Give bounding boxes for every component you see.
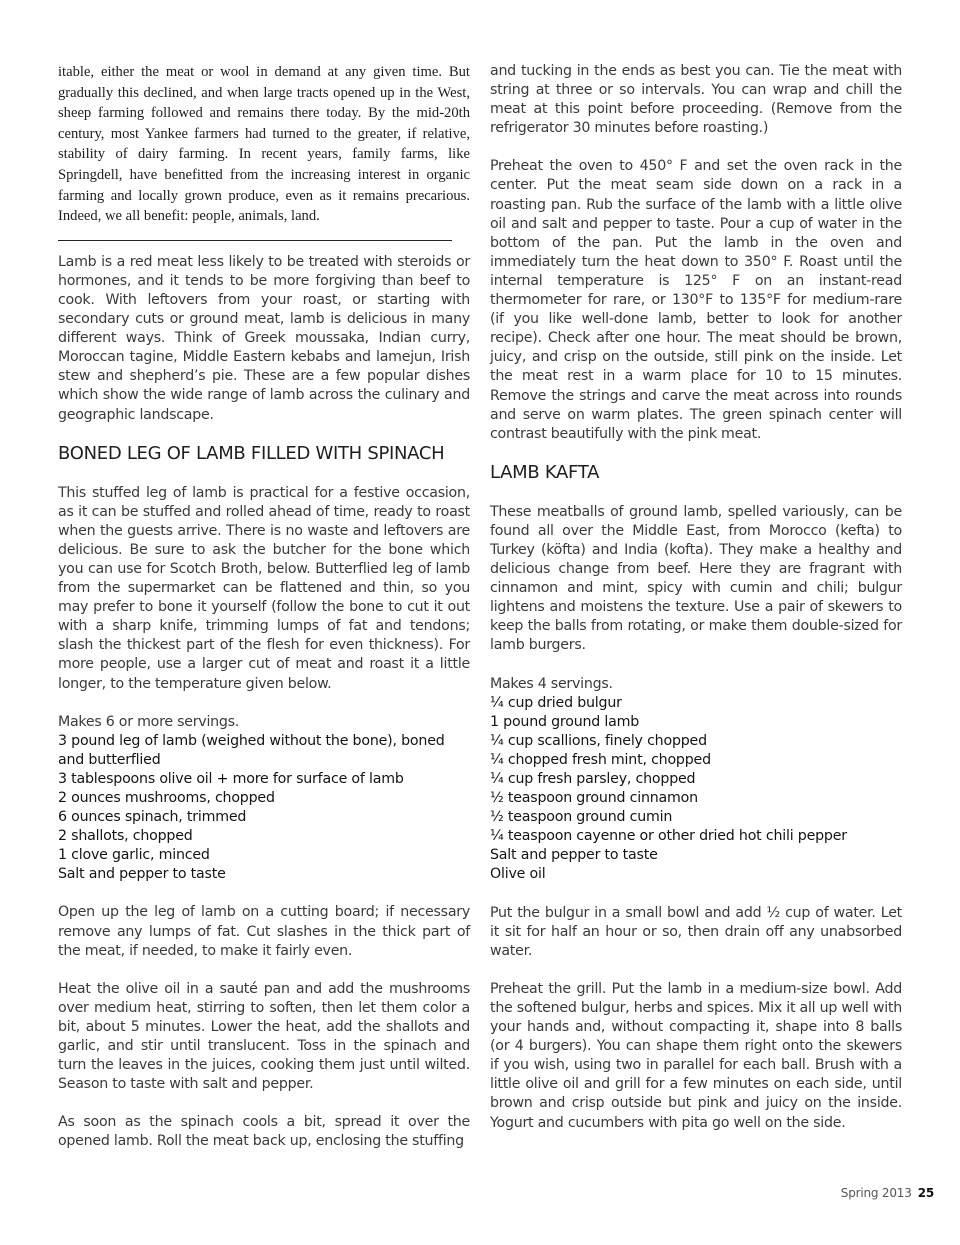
ingredient-item: Olive oil	[490, 866, 546, 883]
left-column	[58, 62, 470, 1152]
ingredient-list	[490, 694, 902, 885]
servings-note: Makes 6 or more servings.	[58, 713, 240, 730]
ingredient-item: ¼ cup fresh parsley, chopped	[490, 771, 696, 787]
issue-label: Spring 2013	[840, 1186, 912, 1200]
ingredient-item: 2 shallots, chopped	[58, 828, 193, 845]
instruction-step: As soon as the spinach cools a bit, spread it over the opened lamb. Roll the meat back up, enclosing the stuffing	[58, 1114, 470, 1150]
right-column	[490, 62, 902, 1133]
ingredient-item: ½ teaspoon ground cinnamon	[490, 790, 698, 807]
page-footer	[841, 1186, 934, 1200]
instruction-step: Heat the olive oil in a sauté pan and add the mushrooms over medium heat, stirring to soften, then let them color a bit, about 5 minutes. Lower the heat, add the shallots and garlic, and stir until translucent. Toss in the spinach and turn the leaves in the juices, cooking them just until wilted. Season to taste with salt and pepper.	[58, 980, 470, 1093]
intro-history-paragraph: itable, either the meat or wool in demand at any given time. But gradually this declined, and when large tracts opened up in the West, sheep farming followed and remains there today. By the mid-20th century, most Yankee farmers had turned to the greater, if relative, stability of dairy farming. In recent years, family farms, like Springdell, have benefitted from the increasing interest in organic farming and locally grown produce, even as it remains precarious. Indeed, we all benefit: people, animals, land.	[58, 64, 470, 225]
recipe-description: This stuffed leg of lamb is practical for a festive occasion, as it can be stuffed and rolled ahead of time, ready to roast when the guests arrive. There is no waste and leftovers are delicious. Be sure to ask the butcher for the bone which you can use for Scotch Broth, below. Butterflied leg of lamb from the supermarket can be flattened and thin, so you may prefer to bone it yourself (follow the bone to cut it out with a sharp knife, trimming lumps of fat and tendons; slash the thickest part of the flesh for even thickness). For more people, use a larger cut of meat and roast it a little longer, to the temperature given below.	[58, 484, 470, 692]
instruction-step: Preheat the grill. Put the lamb in a medium-size bowl. Add the softened bulgur, herbs and spices. Mix it all up well with your hands and, without compacting it, shape into 8 balls (or 4 burgers). You can shape them right onto the skewers if you wish, using two in parallel for each ball. Brush with a little olive oil and grill for a few minutes on each side, until brown and crisp outside but pink and juicy on the inside. Yogurt and cucumbers with pita go well on the side.	[490, 980, 902, 1131]
ingredient-list	[58, 732, 470, 885]
ingredient-item: 2 ounces mushrooms, chopped	[58, 790, 275, 806]
ingredient-item: 1 clove garlic, minced	[58, 847, 210, 864]
ingredient-item: ¼ cup scallions, finely chopped	[490, 732, 707, 749]
ingredient-item: Salt and pepper to taste	[490, 847, 658, 864]
ingredient-item: 6 ounces spinach, trimmed	[58, 809, 247, 826]
recipe-heading-lamb-kafta: LAMB KAFTA	[490, 461, 600, 483]
instruction-step: Open up the leg of lamb on a cutting board; if necessary remove any lumps of fat. Cut slashes in the thick part of the meat, if needed, to make it fairly even.	[58, 904, 470, 959]
instruction-step: and tucking in the ends as best you can. Tie the meat with string at three or so intervals. You can wrap and chill the meat at this point before proceeding. (Remove from the refrigerator 30 minutes before roasting.)	[490, 63, 902, 137]
servings-note: Makes 4 servings.	[490, 675, 613, 692]
instruction-step: Preheat the oven to 450° F and set the oven rack in the center. Put the meat seam side down on a rack in a roasting pan. Rub the surface of the lamb with a little olive oil and salt and pepper to taste. Pour a cup of water in the bottom of the pan. Put the lamb in the oven and immediately turn the heat down to 350° F. Roast until the internal temperature is 125° F on an instant-read thermometer for rare, or 130°F to 135°F for medium-rare (if you like well-done lamb, better to look for another recipe). Check after one hour. The meat should be brown, juicy, and crisp on the outside, still pink on the inside. Let the meat rest in a warm place for 10 to 15 minutes. Remove the strings and carve the meat across into rounds and serve on warm plates. The green spinach center will contrast beautifully with the pink meat.	[490, 158, 902, 442]
recipe-heading-boned-leg: BONED LEG OF LAMB FILLED WITH SPINACH	[58, 442, 445, 464]
ingredient-item: ¼ teaspoon cayenne or other dried hot chili pepper	[490, 828, 847, 845]
page-number: 25	[917, 1186, 934, 1200]
instruction-step: Put the bulgur in a small bowl and add ½ cup of water. Let it sit for half an hour or so, then drain off any unabsorbed water.	[490, 904, 902, 959]
ingredient-item: 1 pound ground lamb	[490, 713, 640, 730]
ingredient-item: ½ teaspoon ground cumin	[490, 809, 673, 826]
ingredient-item: 3 pound leg of lamb (weighed without the bone), boned and butterflied	[58, 732, 445, 768]
ingredient-item: ¼ cup dried bulgur	[490, 694, 622, 711]
ingredient-item: Salt and pepper to taste	[58, 866, 226, 883]
recipe-description: These meatballs of ground lamb, spelled variously, can be found all over the Middle East, from Morocco (kefta) to Turkey (köfta) and India (kofta). They make a healthy and delicious change from beef. Here they are fragrant with cinnamon and mint, spicy with cumin and chili; bulgur lightens and moistens the texture. Use a pair of skewers to keep the balls from rotating, or make them double-sized for lamb burgers.	[490, 503, 902, 654]
ingredient-item: 3 tablespoons olive oil + more for surface of lamb	[58, 770, 404, 787]
lamb-intro-paragraph: Lamb is a red meat less likely to be treated with steroids or hormones, and it tends to be more forgiving than beef to cook. With leftovers from your roast, or starting with secondary cuts or ground meat, lamb is delicious in many different ways. Think of Greek moussaka, Indian curry, Moroccan tagine, Middle Eastern kebabs and lamejun, Irish stew and shepherd’s pie. These are a few popular dishes which show the wide range of lamb across the culinary and geographic landscape.	[58, 253, 470, 423]
ingredient-item: ¼ chopped fresh mint, chopped	[490, 751, 711, 768]
section-divider	[58, 240, 452, 241]
